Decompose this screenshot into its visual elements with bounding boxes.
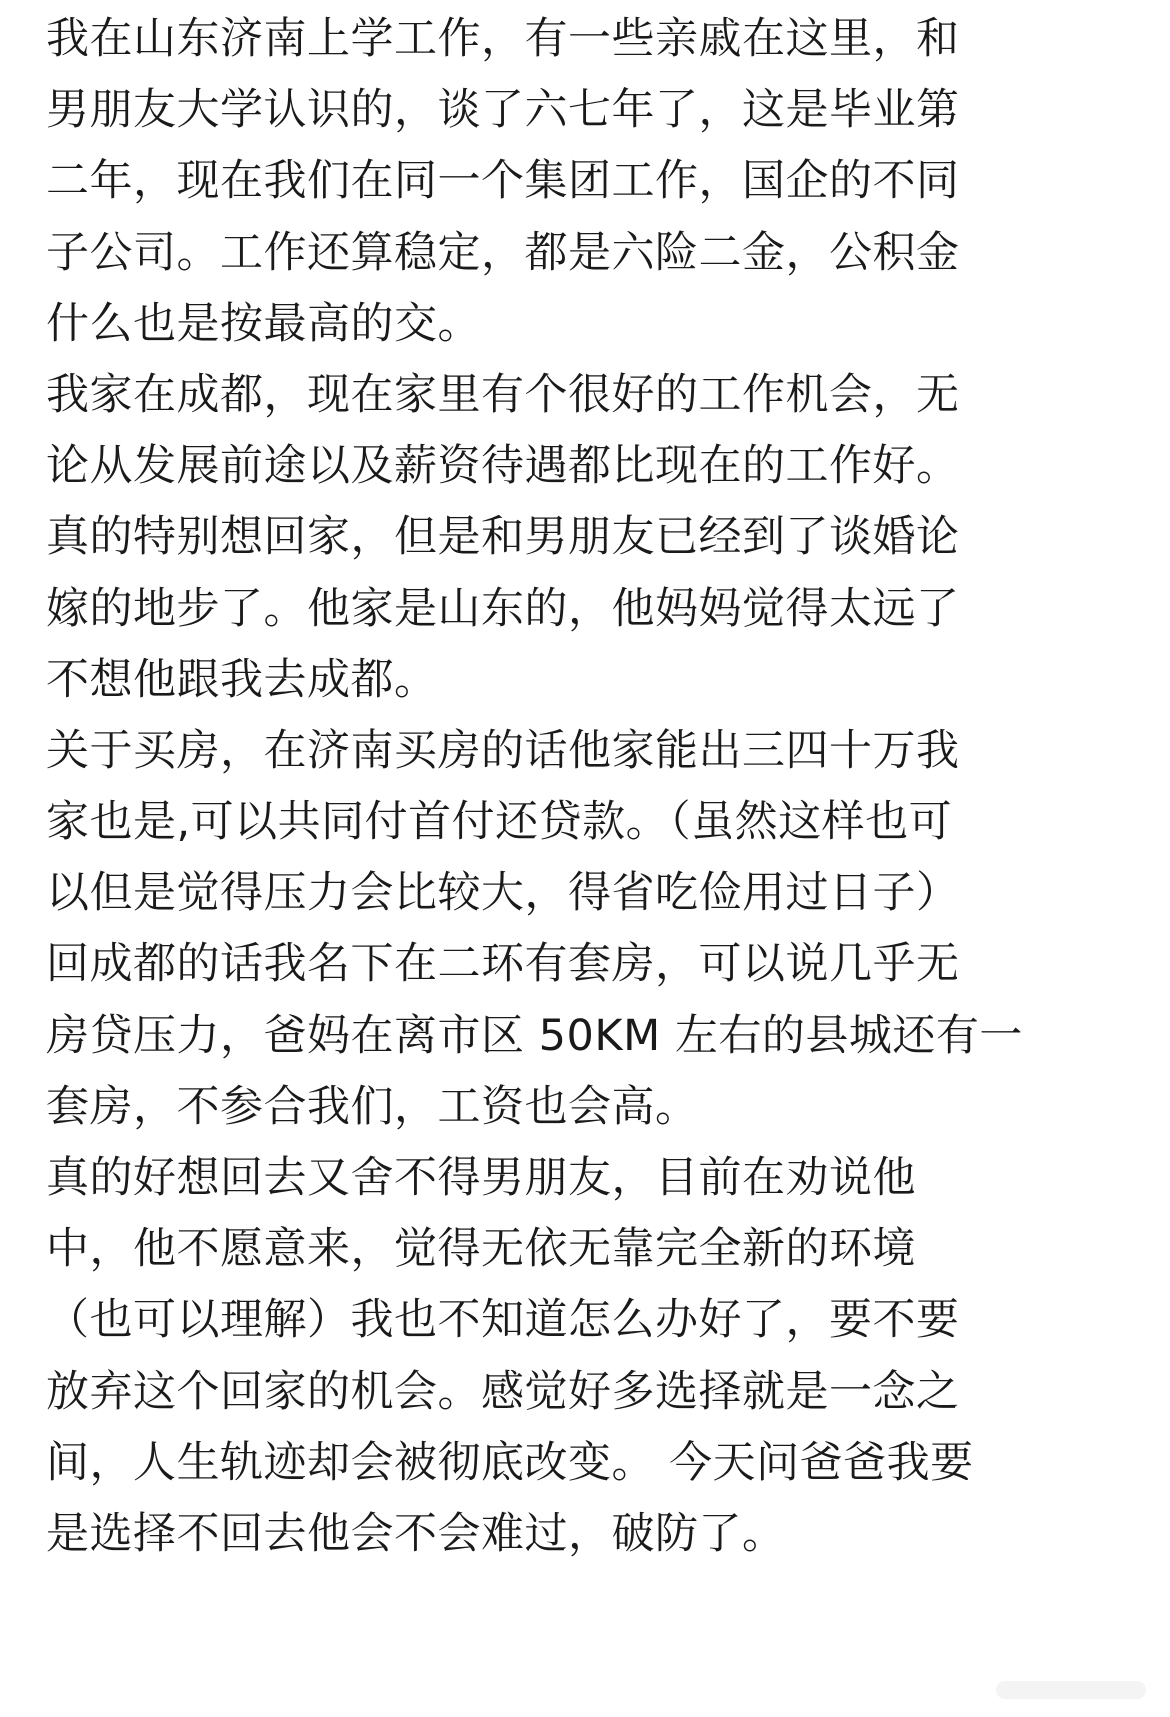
post-text-line: 间，人生轨迹却会被彻底改变。 今天问爸爸我要 [46, 1437, 974, 1488]
post-text-line: 真的特别想回家，但是和男朋友已经到了谈婚论 [46, 512, 960, 563]
post-text-line: 放弃这个回家的机会。感觉好多选择就是一念之 [46, 1366, 960, 1417]
post-text-line: 什么也是按最高的交。 [46, 298, 481, 349]
post-body [46, 4, 1046, 1570]
post-text-line: 中，他不愿意来，觉得无依无靠完全新的环境 [46, 1224, 916, 1275]
post-text-line: 家也是,可以共同付首付还贷款。（虽然这样也可 [46, 797, 953, 848]
post-text-line: 不想他跟我去成都。 [46, 654, 438, 705]
watermark-mark [996, 1673, 1146, 1707]
post-text-line: 子公司。工作还算稳定，都是六险二金，公积金 [46, 227, 960, 278]
post-text-line: 是选择不回去他会不会难过，破防了。 [46, 1508, 786, 1559]
post-text-line: 以但是觉得压力会比较大，得省吃俭用过日子） [46, 868, 960, 919]
post-text-line: 房贷压力，爸妈在离市区 50KM 左右的县城还有一 [46, 1010, 1023, 1061]
post-text-line: 男朋友大学认识的，谈了六七年了，这是毕业第 [46, 85, 960, 136]
post-text-line: 套房，不参合我们，工资也会高。 [46, 1081, 699, 1132]
post-text-line: 关于买房，在济南买房的话他家能出三四十万我 [46, 725, 960, 776]
post-text-line: 我家在成都，现在家里有个很好的工作机会，无 [46, 369, 960, 420]
post-text-line: 二年，现在我们在同一个集团工作，国企的不同 [46, 156, 960, 207]
post-text-line: 我在山东济南上学工作，有一些亲戚在这里，和 [46, 14, 960, 64]
post-text-line: 嫁的地步了。他家是山东的，他妈妈觉得太远了 [46, 583, 960, 634]
post-text-line: 真的好想回去又舍不得男朋友，目前在劝说他 [46, 1153, 916, 1203]
post-text-line: 论从发展前途以及薪资待遇都比现在的工作好。 [46, 441, 960, 492]
post-text-line: 回成都的话我名下在二环有套房，可以说几乎无 [46, 939, 960, 990]
post-text-line: （也可以理解）我也不知道怎么办好了，要不要 [46, 1295, 960, 1346]
